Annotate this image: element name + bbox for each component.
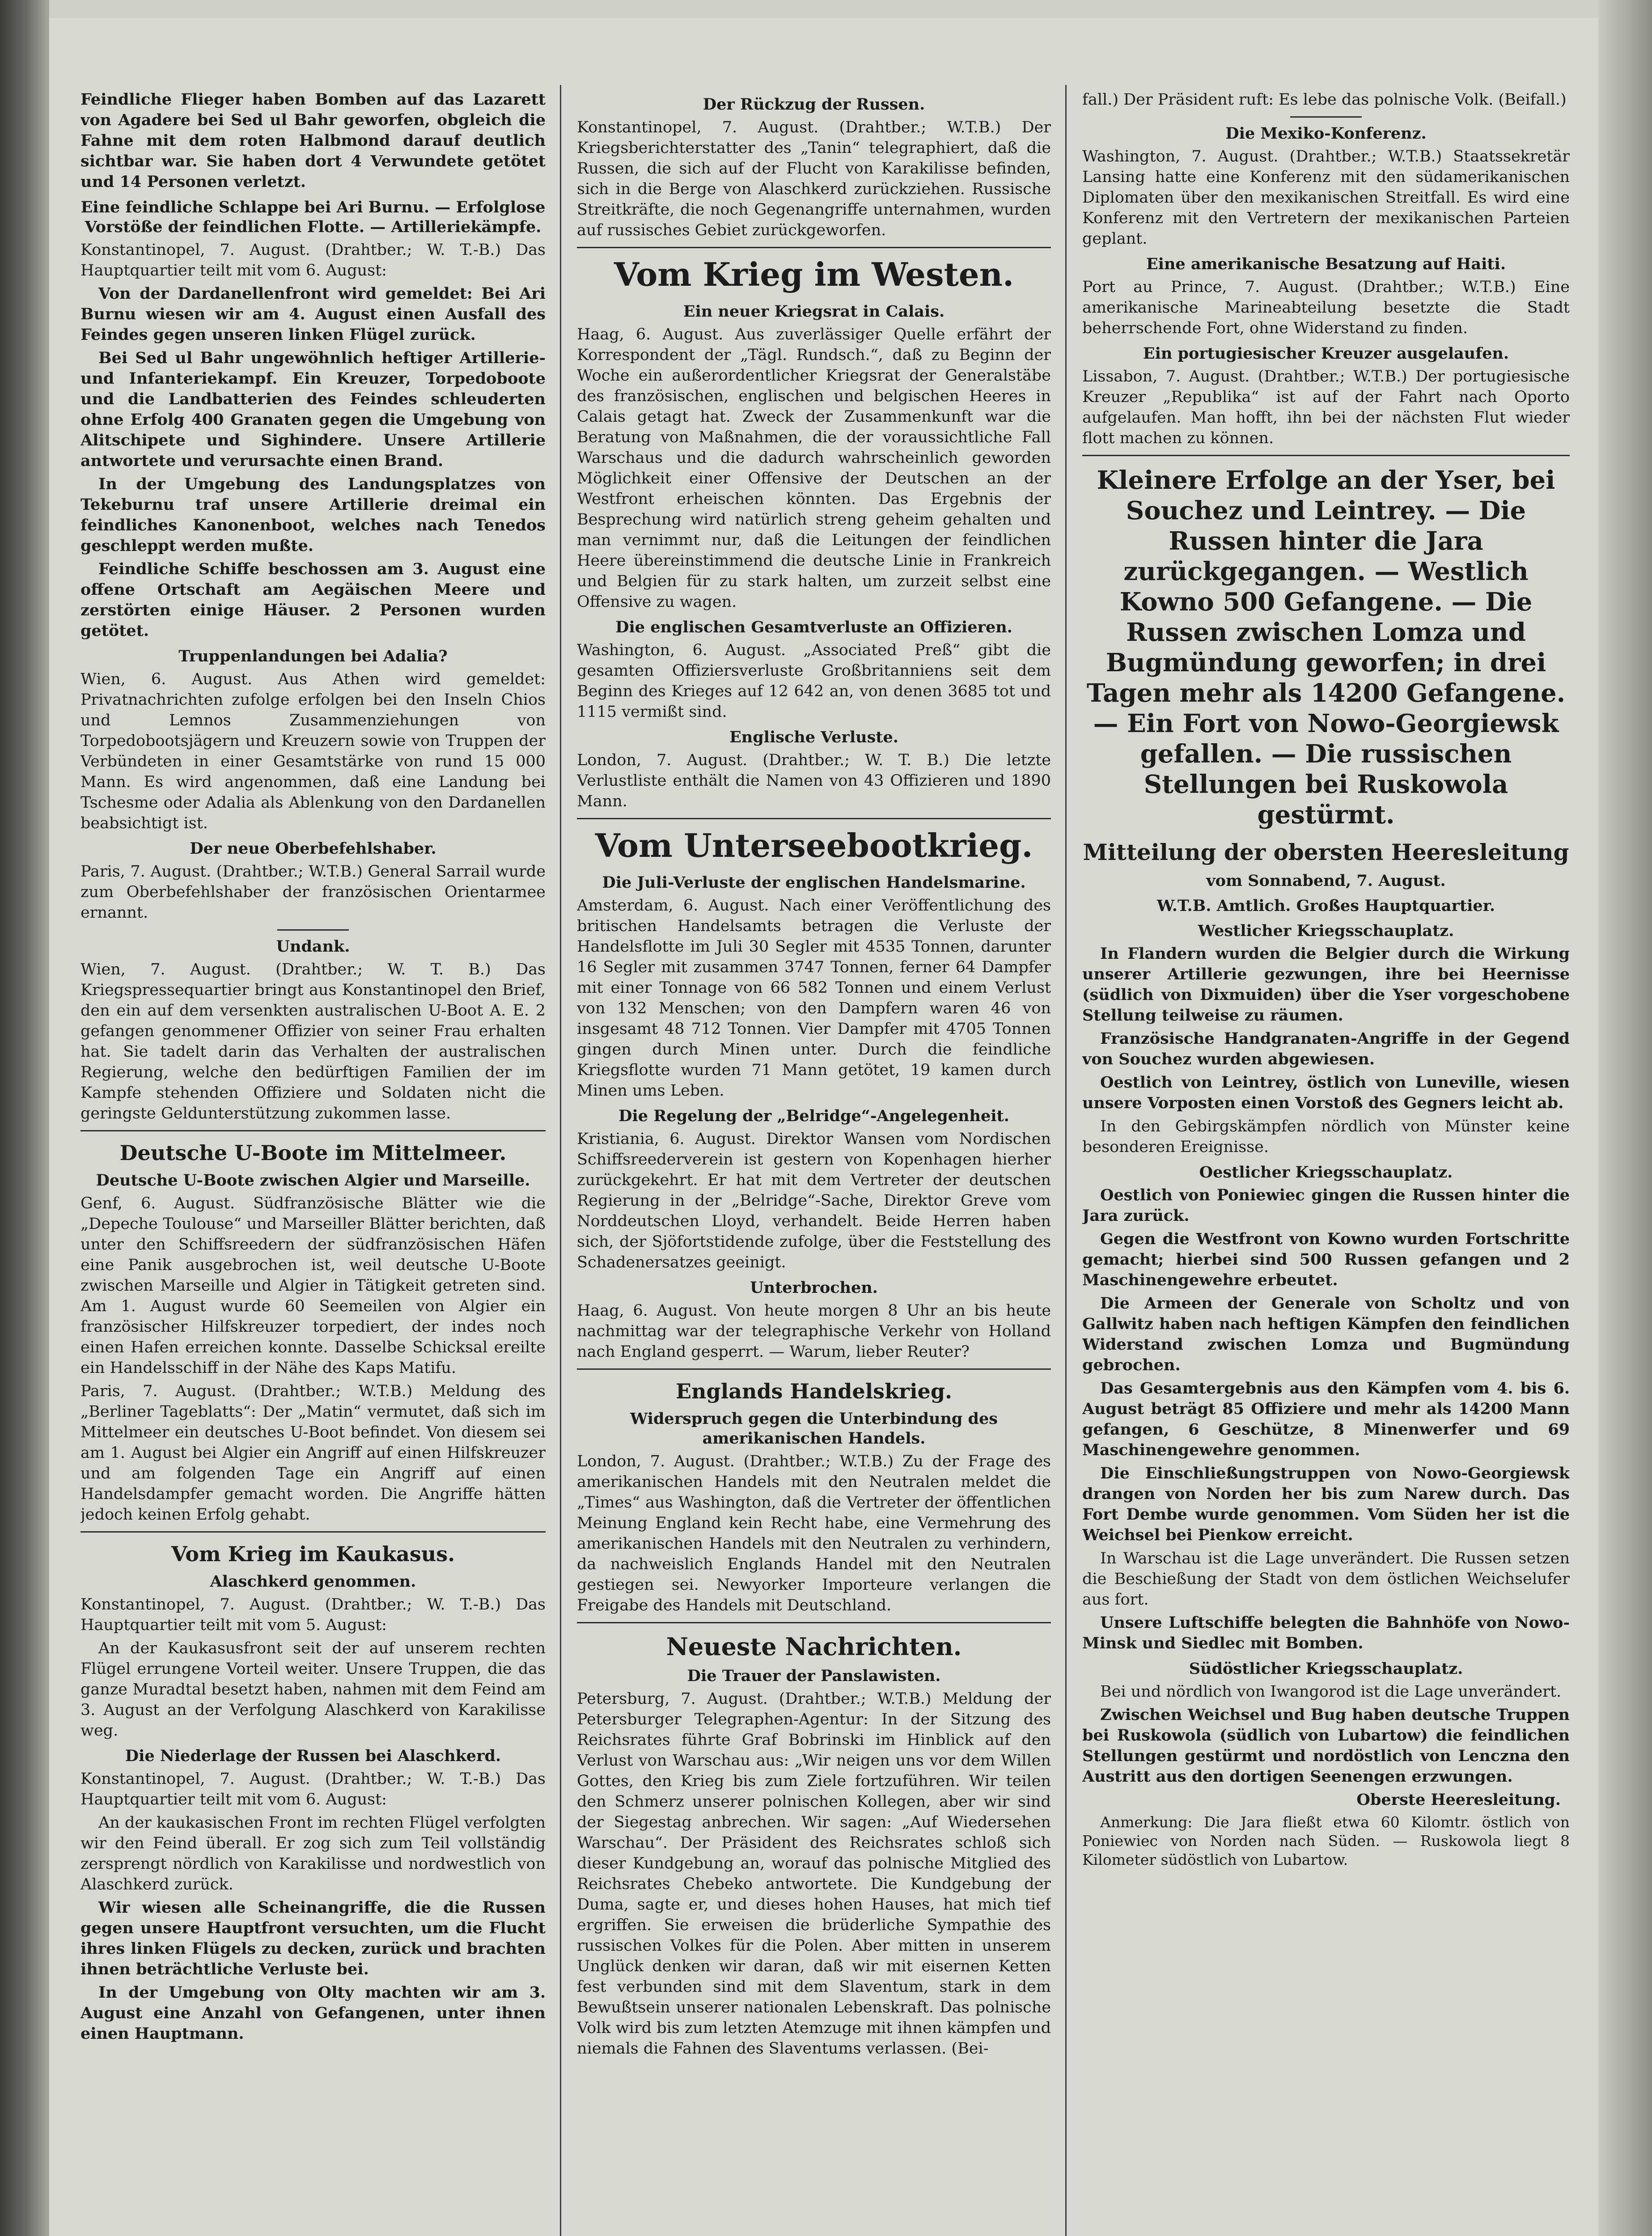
article-subheading: Die Trauer der Panslawisten. xyxy=(687,1667,941,1685)
article-dateline: Konstantinopel, 7. August. (Drahtber.; W. T.-B.) Das Hauptquartier teilt mit vom 6. August: xyxy=(80,241,546,280)
column-1 xyxy=(80,89,546,2236)
article-paragraph: Feindliche Schiffe beschossen am 3. August eine offene Ortschaft am Aegäischen Meere und zerstörten einige Häuser. 2 Personen wurden getötet. xyxy=(80,560,546,640)
article-paragraph: Kristiania, 6. August. Direktor Wansen vom Nordischen Schiffsreederverein ist gestern von Kopenhagen hierher zurückgekehrt. Er hat mit dem Vertreter der deutschen Regierung in der „Belridge“-Sache, Direktor Greve vom Norddeutschen Lloyd, verhandelt. Beide Herren haben sich, der Sjöfortstidende zufolge, über die Feststellung des Schadenersatzes geeinigt. xyxy=(577,1130,1051,1271)
section-divider xyxy=(577,1622,1051,1623)
article-subheading: Widerspruch gegen die Unterbindung des amerikanischen Handels. xyxy=(630,1410,998,1448)
section-divider xyxy=(1082,455,1570,456)
article-paragraph: Washington, 6. August. „Associated Preß“ gibt die gesamten Offiziersverluste Großbritanniens seit dem Beginn des Krieges auf 12 642 an, von denen 3685 tot und 1115 vermißt sind. xyxy=(577,641,1051,721)
article-paragraph: Haag, 6. August. Von heute morgen 8 Uhr an bis heute nachmittag war der telegraphische Verkehr von Holland nach England gesperrt. — Warum, lieber Reuter? xyxy=(577,1302,1051,1361)
section-divider xyxy=(577,1368,1051,1370)
article-subheading: W.T.B. Amtlich. Großes Hauptquartier. xyxy=(1156,897,1495,915)
section-title: Vom Krieg im Westen. xyxy=(614,255,1014,293)
footnote: Anmerkung: Die Jara fließt etwa 60 Kilomtr. östlich von Poniewiec von Norden nach Süden. — Ruskowola liegt 8 Kilometer südöstlich von Lubartow. xyxy=(1082,1813,1570,1868)
article-paragraph: fall.) Der Präsident ruft: Es lebe das polnische Volk. (Beifall.) xyxy=(1082,91,1567,109)
article-paragraph: Konstantinopel, 7. August. (Drahtber.; W.T.B.) Der Kriegsberichterstatter des „Tanin“ telegraphiert, daß die Russen, die sich auf der Flucht von Karakilisse befinden, sich in die Berge von Alaschkerd zurückziehen. Russische Streitkräfte, die noch Gegenangriffe unternahmen, wurden auf russisches Gebiet zurückgeworfen. xyxy=(577,119,1051,239)
article-subheading: Die Mexiko-Konferenz. xyxy=(1225,124,1427,143)
section-divider xyxy=(577,247,1051,248)
page-edge xyxy=(1598,0,1652,2236)
article-subheading: Unterbrochen. xyxy=(750,1279,878,1297)
article-paragraph: Wien, 7. August. (Drahtber.; W. T. B.) Das Kriegspressequartier bringt aus Konstantinopel den Brief, den ein auf dem versenkten australischen U-Boot A. E. 2 gefangen genommener Offizier von seiner Frau erhalten hat. Sie tadelt darin das Verhalten der australischen Regierung, welche den bedürftigen Familien der im Kampfe stehenden Offiziere und Soldaten nicht die geringste Geldunterstützung zukommen lasse. xyxy=(80,961,546,1122)
article-paragraph: Paris, 7. August. (Drahtber.; W.T.B.) Meldung des „Berliner Tageblatts“: Der „Matin“ vermutet, daß sich im Mittelmeer ein deutsches U-Boot befindet. Von diesem sei am 1. August bei Algier ein Angriff auf einen Hilfskreuzer und am folgenden Tage ein Angriff auf einen Handelsdampfer gemacht worden. Die Angriffe hätten jedoch keinen Erfolg gehabt. xyxy=(80,1382,546,1524)
article-subheading: Truppenlandungen bei Adalia? xyxy=(178,647,448,665)
article-paragraph: Bei und nördlich von Iwangorod ist die Lage unverändert. xyxy=(1100,1683,1562,1701)
article-paragraph: Feindliche Flieger haben Bomben auf das Lazarett von Agadere bei Sed ul Bahr geworfen, obgleich die Fahne mit dem roten Halbmond darauf deutlich sichtbar war. Sie haben dort 4 Verwundete getötet und 14 Personen verletzt. xyxy=(80,90,546,191)
article-paragraph: Paris, 7. August. (Drahtber.; W.T.B.) General Sarrail wurde zum Oberbefehlshaber der französischen Orientarmee ernannt. xyxy=(80,863,546,922)
article-subheading: Der neue Oberbefehlshaber. xyxy=(190,839,436,858)
main-headline: Kleinere Erfolge an der Yser, bei Souchez und Leintrey. — Die Russen hinter die Jara zurückgegangen. — Westlich Kowno 500 Gefangene. — Die Russen zwischen Lomza und Bugmündung geworfen; in drei Tagen mehr als 14200 Gefangene. — Ein Fort von Nowo-Georgiewsk gefallen. — Die russischen Stellungen bei Ruskowola gestürmt. xyxy=(1086,466,1566,830)
section-title: Vom Krieg im Kaukasus. xyxy=(171,1542,455,1566)
section-title: Deutsche U-Boote im Mittelmeer. xyxy=(119,1141,507,1165)
section-title: Mitteilung der obersten Heeresleitung xyxy=(1083,839,1569,865)
article-subheading: vom Sonnabend, 7. August. xyxy=(1206,872,1446,890)
article-subheading: Eine amerikanische Besatzung auf Haiti. xyxy=(1146,255,1506,273)
article-paragraph: In Flandern wurden die Belgier durch die Wirkung unserer Artillerie gezwungen, ihre bei Heernisse (südlich von Dixmuiden) über die Yser vorgeschobene Stellung teilweise zu räumen. xyxy=(1082,944,1570,1025)
newspaper-page xyxy=(49,18,1598,2236)
column-2 xyxy=(577,89,1051,2236)
article-paragraph: An der kaukasischen Front im rechten Flügel verfolgten wir den Feind überall. Er zog sich zum Teil vollständig zersprengt nördlich von Karakilisse und nordwestlich von Alaschkerd zurück. xyxy=(80,1814,546,1893)
article-paragraph: Wir wiesen alle Scheinangriffe, die die Russen gegen unsere Hauptfront versuchten, um die Flucht ihres linken Flügels zu decken, zurück und brachten ihnen beträchtliche Verluste bei. xyxy=(80,1898,546,1978)
article-paragraph: Amsterdam, 6. August. Nach einer Veröffentlichung des britischen Handelsamts betragen die Verluste der Handelsflotte im Juli 30 Segler mit 4535 Tonnen, darunter 16 Segler mit zusammen 3747 Tonnen, ferner 64 Dampfer mit einer Tonnage von 66 582 Tonnen und einem Verlust von 132 Menschen; von den Dampfern waren 46 von insgesamt 48 712 Tonnen. Vier Dampfer mit 4705 Tonnen gingen durch Minen unter. Durch die feindliche Kriegsflotte wurden 71 Mann getötet, 19 kamen durch Minen ums Leben. xyxy=(577,897,1051,1100)
section-title: Vom Unterseebootkrieg. xyxy=(595,826,1033,864)
section-divider xyxy=(80,1130,546,1131)
column-rule xyxy=(560,85,561,2236)
article-paragraph: Zwischen Weichsel und Bug haben deutsche Truppen bei Ruskowola (südlich von Lubartow) die feindlichen Stellungen gestürmt und nordöstlich von Lenczna den Austritt aus den dortigen Seenengen erzwungen. xyxy=(1082,1706,1570,1786)
article-paragraph: Genf, 6. August. Südfranzösische Blätter wie die „Depeche Toulouse“ und Marseiller Blätter berichten, daß unter den Schiffsreedern der südfranzösischen Häfen eine Panik ausgebrochen ist, weil deutsche U-Boote zwischen Marseille und Algier in Tätigkeit getreten sind. Am 1. August wurde 60 Seemeilen von Algier ein französischer Hilfskreuzer torpediert, der indes noch einen Hafen erreichen konnte. Dasselbe Schicksal ereilte ein Handelsschiff in der Nähe des Kaps Matifu. xyxy=(80,1194,546,1377)
article-subheading: Alaschkerd genommen. xyxy=(210,1572,416,1591)
article-paragraph: Wien, 6. August. Aus Athen wird gemeldet: Privatnachrichten zufolge erfolgen bei den Inseln Chios und Lemnos Zusammenziehungen von Torpedobootsjägern und Kreuzern sowie von Truppen der Verbündeten in einer Gesamtstärke von rund 15 000 Mann. Es wird angenommen, daß eine Landung bei Tschesme oder Adalia als Ablenkung von den Dardanellen beabsichtigt ist. xyxy=(80,670,546,832)
book-binding xyxy=(0,0,49,2236)
article-paragraph: Bei Sed ul Bahr ungewöhnlich heftiger Artillerie- und Infanteriekampf. Ein Kreuzer, Torpedoboote und die Landbatterien des Feindes schleuderten ohne Erfolg 400 Granaten gegen die Umgebung von Alitschipete und Sighindere. Unsere Artillerie antwortete und verursachte einen Brand. xyxy=(80,349,546,470)
article-paragraph: Die Einschließungstruppen von Nowo-Georgiewsk drangen von Norden her bis zum Narew durch. Das Fort Dembe wurde genommen. Vom Süden her ist die Weichsel bei Pienkow erreicht. xyxy=(1082,1464,1570,1544)
article-subheading: Westlicher Kriegsschauplatz. xyxy=(1198,922,1454,940)
article-paragraph: Das Gesamtergebnis aus den Kämpfen vom 4. bis 6. August beträgt 85 Offiziere und mehr als 14200 Mann gefangen, 6 Geschütze, 8 Minenwerfer und 69 Maschinengewehre genommen. xyxy=(1082,1379,1570,1459)
section-divider xyxy=(1290,116,1362,118)
article-paragraph: Petersburg, 7. August. (Drahtber.; W.T.B.) Meldung der Petersburger Telegraphen-Agentur: In der Sitzung des Reichsrates führte Graf Bobrinski im Hinblick auf den Verlust von Warschau aus: „Wir neigen uns vor dem Willen Gottes, den Krieg bis zum Ziele fortzuführen. Wir teilen den Schmerz unserer polnischen Kollegen, aber wir sind der Siegestag anbrechen. Wir sagen: „Auf Wiedersehen Warschau“. Der Präsident des Reichsrates schloß sich dieser Kundgebung an, worauf das polnische Mitglied des Reichsrates Chebeko antwortete. Die Kundgebung der Duma, sagte er, und dieses hohen Hauses, hat mich tief ergriffen. Sie erweisen die brüderliche Sympathie des russischen Volkes für die Polen. Aber mitten in unserem Unglück denken wir daran, daß wir mit eisernen Ketten fest verbunden sind mit dem Slaventum, stark in dem Bewußtsein unserer nationalen Lebenskraft. Das polnische Volk wird bis zum letzten Atemzuge mit ihnen kämpfen und niemals die Fahnen des Slaventums verlassen. (Bei- xyxy=(577,1690,1051,2058)
article-subheading: Oestlicher Kriegsschauplatz. xyxy=(1199,1163,1453,1182)
article-subheading: Die englischen Gesamtverluste an Offizieren. xyxy=(615,618,1012,636)
article-subheading: Die Niederlage der Russen bei Alaschkerd. xyxy=(125,1747,501,1765)
article-paragraph: London, 7. August. (Drahtber.; W.T.B.) Zu der Frage des amerikanischen Handels mit den Neutralen meldet die „Times“ aus Washington, daß die Vertreter der öffentlichen Meinung England kein Recht habe, eine Vermehrung des amerikanischen Handels mit den Neutralen zu verhindern, da nachweislich Englands Handel mit den Neutralen gestiegen sei. Newyorker Importeure verlangen die Freigabe des Handels mit Deutschland. xyxy=(577,1453,1051,1614)
article-paragraph: Französische Handgranaten-Angriffe in der Gegend von Souchez wurden abgewiesen. xyxy=(1082,1029,1570,1068)
article-subheading: Undank. xyxy=(276,937,350,956)
article-dateline: Konstantinopel, 7. August. (Drahtber.; W. T.-B.) Das Hauptquartier teilt mit vom 5. August: xyxy=(80,1596,546,1634)
article-subheading: Eine feindliche Schlappe bei Ari Burnu. — Erfolglose Vorstöße der feindlichen Flotte. — Artilleriekämpfe. xyxy=(80,198,546,236)
article-paragraph: Die Armeen der Generale von Scholtz und von Gallwitz haben nach heftigen Kämpfen den feindlichen Widerstand zwischen Lomza und Bugmündung gebrochen. xyxy=(1082,1294,1570,1374)
article-paragraph: In den Gebirgskämpfen nördlich von Münster keine besonderen Ereignisse. xyxy=(1082,1118,1570,1156)
article-subheading: Englische Verluste. xyxy=(729,728,898,746)
section-divider xyxy=(80,1531,546,1533)
article-paragraph: Oestlich von Poniewiec gingen die Russen hinter die Jara zurück. xyxy=(1082,1186,1570,1225)
article-dateline: Konstantinopel, 7. August. (Drahtber.; W. T.-B.) Das Hauptquartier teilt mit vom 6. August: xyxy=(80,1770,546,1808)
article-paragraph: In Warschau ist die Lage unverändert. Die Russen setzen die Beschießung der Stadt von dem östlichen Weichselufer aus fort. xyxy=(1082,1550,1570,1609)
article-paragraph: Lissabon, 7. August. (Drahtber.; W.T.B.) Der portugiesische Kreuzer „Republika“ ist auf der Fahrt nach Oporto aufgelaufen. Man hofft, ihn bei der nächsten Flut wieder flott machen zu können. xyxy=(1082,368,1570,447)
column-rule xyxy=(1065,85,1067,2236)
section-divider xyxy=(577,818,1051,819)
article-subheading: Die Juli-Verluste der englischen Handelsmarine. xyxy=(602,873,1026,892)
article-paragraph: Von der Dardanellenfront wird gemeldet: Bei Ari Burnu wiesen wir am 4. August einen Ausfall des Feindes gegen unseren linken Flügel zurück. xyxy=(80,284,546,344)
article-subheading: Ein neuer Kriegsrat in Calais. xyxy=(683,302,945,321)
article-paragraph: Unsere Luftschiffe belegten die Bahnhöfe von Nowo-Minsk und Siedlec mit Bomben. xyxy=(1082,1613,1570,1652)
article-paragraph: Gegen die Westfront von Kowno wurden Fortschritte gemacht; hierbei sind 500 Russen gefangen und 2 Maschinengewehre erbeutet. xyxy=(1082,1230,1570,1289)
section-divider xyxy=(277,929,349,931)
article-subheading: Ein portugiesischer Kreuzer ausgelaufen. xyxy=(1143,344,1509,363)
article-paragraph: Haag, 6. August. Aus zuverlässiger Quelle erfährt der Korrespondent der „Tägl. Rundsch.“, daß zu Beginn der Woche ein außerordentlicher Kriegsrat der Generalstäbe des französischen, englischen und belgischen Heeres in Calais getagt hat. Zweck der Zusammenkunft war die Beratung von Maßnahmen, die der voraussichtliche Fall Warschaus und die dadurch wahrscheinlich geworden Möglichkeit einer Offensive der Deutschen an der Westfront erheischen könnten. Das Ergebnis der Besprechung wird natürlich streng geheim gehalten und man vernimmt nur, daß die Leitungen der feindlichen Heere übereinstimmend die deutsche Linie in Frankreich und Belgien für zu stark halten, um zurzeit selbst eine Offensive zu wagen. xyxy=(577,326,1051,611)
section-title: Neueste Nachrichten. xyxy=(666,1632,962,1661)
article-paragraph: Washington, 7. August. (Drahtber.; W.T.B.) Staatssekretär Lansing hatte eine Konferenz mit den südamerikanischen Diplomaten über den mexikanischen Streitfall. Es wird eine Konferenz mit den Vertretern der mexikanischen Parteien geplant. xyxy=(1082,148,1570,248)
article-paragraph: London, 7. August. (Drahtber.; W. T. B.) Die letzte Verlustliste enthält die Namen von 43 Offizieren und 1890 Mann. xyxy=(577,751,1051,810)
article-subheading: Deutsche U-Boote zwischen Algier und Marseille. xyxy=(96,1171,530,1190)
section-title: Englands Handelskrieg. xyxy=(675,1379,952,1403)
article-paragraph: Oestlich von Leintrey, östlich von Luneville, wiesen unsere Vorposten einen Vorstoß des Gegners leicht ab. xyxy=(1082,1073,1570,1112)
article-paragraph: Port au Prince, 7. August. (Drahtber.; W.T.B.) Eine amerikanische Marineabteilung besetzte die Stadt beherrschende Fort, ohne Widerstand zu finden. xyxy=(1082,278,1570,337)
article-subheading: Die Regelung der „Belridge“-Angelegenheit. xyxy=(618,1107,1009,1125)
signature: Oberste Heeresleitung. xyxy=(1356,1791,1561,1809)
article-subheading: Südöstlicher Kriegsschauplatz. xyxy=(1189,1660,1463,1678)
article-paragraph: An der Kaukasusfront seit der auf unserem rechten Flügel errungene Vorteil weiter. Unsere Truppen, die das ganze Muradtal besetzt haben, nahmen mit dem Feind am 3. August an der Verfolgung Alaschkerd von Karakilisse weg. xyxy=(80,1639,546,1740)
article-paragraph: In der Umgebung von Olty machten wir am 3. August eine Anzahl von Gefangenen, unter ihnen einen Hauptmann. xyxy=(80,1983,546,2043)
article-paragraph: In der Umgebung des Landungsplatzes von Tekeburnu traf unsere Artillerie dreimal ein feindliches Kanonenboot, welches nach Tenedos geschleppt werden mußte. xyxy=(80,475,546,555)
column-3 xyxy=(1082,89,1570,2236)
article-subheading: Der Rückzug der Russen. xyxy=(703,95,925,114)
